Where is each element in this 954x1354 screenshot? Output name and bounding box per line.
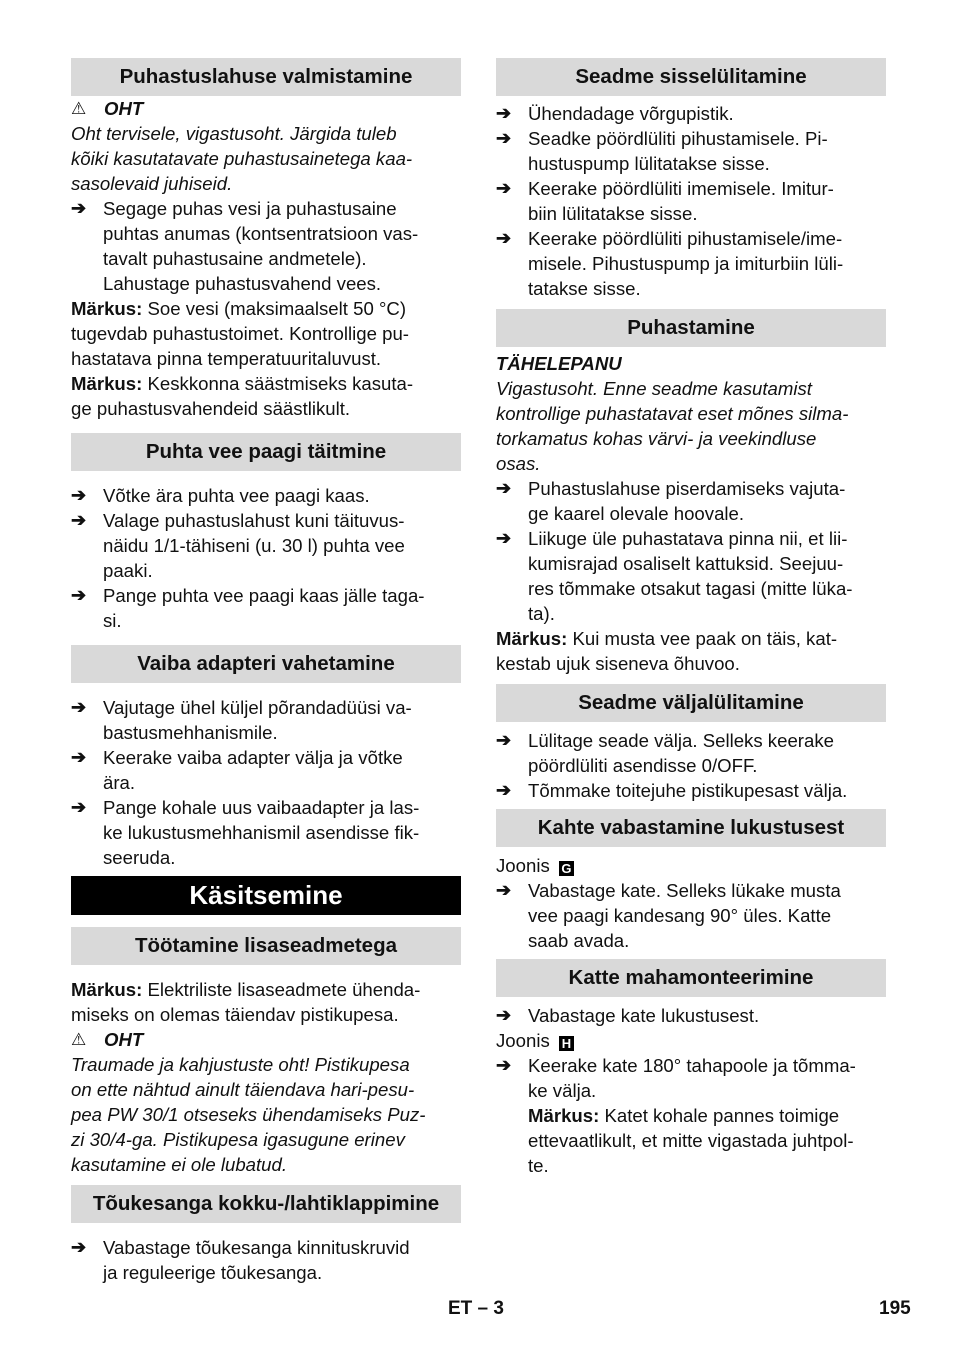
left-column	[71, 58, 461, 1285]
list-item	[496, 728, 886, 778]
list-item	[71, 745, 461, 795]
text-line: ge kaarel olevale hoovale.	[528, 503, 745, 524]
note	[71, 296, 461, 371]
text-line: pea PW 30/1 otseseks ühendamiseks Puz-	[71, 1104, 426, 1125]
text-line: Keerake vaiba adapter välja ja võtke	[103, 747, 403, 768]
text-line: ettevaatlikult, et mitte vigastada juhtpol-	[528, 1130, 854, 1151]
text-line: Tõmmake toitejuhe pistikupesast välja.	[528, 780, 848, 801]
text-line: torkamatus kohas värvi- ja veekindluse	[496, 428, 817, 449]
text-line: misele. Pihustuspump ja imiturbiin lüli-	[528, 253, 844, 274]
arrow-right-icon: ➔	[496, 880, 512, 900]
page-number: 195	[879, 1298, 911, 1319]
figure-reference	[496, 1028, 886, 1053]
text-line: paaki.	[103, 560, 153, 581]
list-item	[496, 476, 886, 526]
text-line: res tõmmake otsakut tagasi (mitte lüka-	[528, 578, 853, 599]
arrow-right-icon: ➔	[71, 747, 87, 767]
text-line: miseks on olemas täiendav pistikupesa.	[71, 1004, 399, 1025]
arrow-right-icon: ➔	[496, 228, 512, 248]
text-line: biin lülitatakse sisse.	[528, 203, 698, 224]
warning-triangle-icon: ⚠	[71, 99, 87, 118]
text-line: Pange puhta vee paagi kaas jälle taga-	[103, 585, 425, 606]
text-line: Lülitage seade välja. Selleks keerake	[528, 730, 834, 751]
text-line: ja reguleerige tõukesanga.	[103, 1262, 323, 1283]
section-header: Katte mahamonteerimine	[496, 959, 886, 997]
text-line: Keskkonna säästmiseks kasuta-	[142, 373, 414, 394]
arrow-right-icon: ➔	[71, 1237, 87, 1257]
list-item	[71, 795, 461, 870]
text-line: ta).	[528, 603, 555, 624]
text-line: vee paagi kandesang 90° üles. Katte	[528, 905, 832, 926]
text-line: Seadke pöördlüliti pihustamisele. Pi-	[528, 128, 828, 149]
section-header: Kahte vabastamine lukustusest	[496, 809, 886, 847]
figure-label: Joonis	[496, 1030, 550, 1051]
list-item	[71, 508, 461, 583]
text-line: ke välja.	[528, 1080, 597, 1101]
list-item	[496, 1003, 886, 1028]
section-header: Vaiba adapteri vahetamine	[71, 645, 461, 683]
note	[71, 371, 461, 421]
figure-label: Joonis	[496, 855, 550, 876]
text-line: te.	[528, 1155, 549, 1176]
text-line: Vabastage tõukesanga kinnituskruvid	[103, 1237, 410, 1258]
note-label: Märkus:	[496, 628, 568, 649]
text-line: tavalt puhastusaine andmetele).	[103, 248, 367, 269]
text-line: ke lukustusmehhanismil asendisse fik-	[103, 822, 420, 843]
text-line: Ühendadage võrgupistik.	[528, 103, 734, 124]
text-line: Vigastusoht. Enne seadme kasutamist	[496, 378, 812, 399]
arrow-right-icon: ➔	[496, 528, 512, 548]
text-line: Pange kohale uus vaibaadapter ja las-	[103, 797, 420, 818]
text-line: puhtas anumas (kontsentratsioon vas-	[103, 223, 419, 244]
arrow-right-icon: ➔	[496, 178, 512, 198]
danger-warning	[71, 1027, 461, 1052]
text-line: tugevdab puhastustoimet. Kontrollige pu-	[71, 323, 410, 344]
list-item	[71, 695, 461, 745]
list-item	[496, 1053, 886, 1103]
arrow-right-icon: ➔	[496, 128, 512, 148]
list-item	[496, 778, 886, 803]
text-line: kõiki kasutatavate puhastusainetega kaa-	[71, 148, 413, 169]
list-item	[496, 226, 886, 301]
text-line: ge puhastusvahendeid säästlikult.	[71, 398, 351, 419]
text-line: Liikuge üle puhastatava pinna nii, et lii-	[528, 528, 848, 549]
arrow-right-icon: ➔	[71, 485, 87, 505]
list-item	[496, 101, 886, 126]
note	[496, 626, 886, 676]
text-line: Vajutage ühel küljel põrandadüüsi va-	[103, 697, 412, 718]
arrow-right-icon: ➔	[496, 1005, 512, 1025]
list-item	[496, 526, 886, 626]
text-line: Vabastage kate lukustusest.	[528, 1005, 760, 1026]
text-line: Traumade ja kahjustuste oht! Pistikupesa	[71, 1054, 410, 1075]
arrow-right-icon: ➔	[496, 780, 512, 800]
note-label: Märkus:	[71, 373, 143, 394]
text-line: hastatava pinna temperatuuritaluvust.	[71, 348, 382, 369]
caution-label: TÄHELEPANU	[496, 353, 622, 374]
text-line: kontrollige puhastatavat eset mõnes silma-	[496, 403, 849, 424]
text-line: sasolevaid juhiseid.	[71, 173, 233, 194]
text-line: Soe vesi (maksimaalselt 50 °C)	[142, 298, 407, 319]
arrow-right-icon: ➔	[496, 1055, 512, 1075]
text-line: ära.	[103, 772, 136, 793]
chapter-title: Käsitsemine	[71, 876, 461, 915]
section-header: Puhastuslahuse valmistamine	[71, 58, 461, 96]
text-line: zi 30/4-ga. Pistikupesa igasugune erinev	[71, 1129, 405, 1150]
text-line: Oht tervisele, vigastusoht. Järgida tuleb	[71, 123, 397, 144]
text-line: Valage puhastuslahust kuni täituvus-	[103, 510, 405, 531]
text-line: Keerake pöördlüliti imemisele. Imitur-	[528, 178, 834, 199]
text-line: Kui musta vee paak on täis, kat-	[567, 628, 838, 649]
warning-text	[71, 121, 461, 196]
arrow-right-icon: ➔	[71, 697, 87, 717]
list-item	[496, 126, 886, 176]
text-line: pöördlüliti asendisse 0/OFF.	[528, 755, 758, 776]
note-label: Märkus:	[71, 979, 143, 1000]
figure-letter-badge: H	[559, 1036, 574, 1051]
text-line: Segage puhas vesi ja puhastusaine	[103, 198, 397, 219]
text-line: si.	[103, 610, 122, 631]
arrow-right-icon: ➔	[496, 103, 512, 123]
text-line: osas.	[496, 453, 541, 474]
note-label: Märkus:	[71, 298, 143, 319]
arrow-right-icon: ➔	[71, 797, 87, 817]
section-header: Puhastamine	[496, 309, 886, 347]
arrow-right-icon: ➔	[496, 730, 512, 750]
figure-letter-badge: G	[559, 861, 574, 876]
section-header: Seadme väljalülitamine	[496, 684, 886, 722]
note-label: Märkus:	[528, 1105, 600, 1126]
list-item	[71, 583, 461, 633]
text-line: Elektriliste lisaseadmete ühenda-	[142, 979, 421, 1000]
text-line: saab avada.	[528, 930, 630, 951]
text-line: Keerake pöördlüliti pihustamisele/ime-	[528, 228, 843, 249]
warning-label: OHT	[104, 1029, 144, 1050]
text-line: näidu 1/1-tähiseni (u. 30 l) puhta vee	[103, 535, 405, 556]
danger-warning	[71, 96, 461, 121]
arrow-right-icon: ➔	[71, 585, 87, 605]
text-line: Keerake kate 180° tahapoole ja tõmma-	[528, 1055, 856, 1076]
note	[496, 1103, 886, 1178]
list-item	[496, 176, 886, 226]
list-item	[71, 483, 461, 508]
text-line: on ette nähtud ainult täiendava hari-pesu-	[71, 1079, 415, 1100]
section-header: Töötamine lisaseadmetega	[71, 927, 461, 965]
list-item	[71, 1235, 461, 1285]
list-item	[71, 196, 461, 296]
list-item	[496, 878, 886, 953]
figure-reference	[496, 853, 886, 878]
text-line: Lahustage puhastusvahend vees.	[103, 273, 382, 294]
text-line: bastusmehhanismile.	[103, 722, 278, 743]
text-line: kestab ujuk siseneva õhuvoo.	[496, 653, 740, 674]
section-header: Puhta vee paagi täitmine	[71, 433, 461, 471]
text-line: seeruda.	[103, 847, 176, 868]
right-column	[496, 58, 886, 1178]
arrow-right-icon: ➔	[496, 478, 512, 498]
section-header: Seadme sisselülitamine	[496, 58, 886, 96]
text-line: Vabastage kate. Selleks lükake musta	[528, 880, 841, 901]
language-page-code: ET – 3	[448, 1298, 504, 1319]
text-line: kasutamine ei ole lubatud.	[71, 1154, 288, 1175]
arrow-right-icon: ➔	[71, 510, 87, 530]
text-line: Katet kohale pannes toimige	[599, 1105, 840, 1126]
text-line: Võtke ära puhta vee paagi kaas.	[103, 485, 370, 506]
arrow-right-icon: ➔	[71, 198, 87, 218]
warning-triangle-icon: ⚠	[71, 1030, 87, 1049]
text-line: tatakse sisse.	[528, 278, 641, 299]
warning-text	[71, 1052, 461, 1177]
note	[71, 977, 461, 1027]
caution-text	[496, 376, 886, 476]
warning-label: OHT	[104, 98, 144, 119]
text-line: hustuspump lülitatakse sisse.	[528, 153, 770, 174]
section-header: Tõukesanga kokku-/lahtiklappimine	[71, 1185, 461, 1223]
text-line: Puhastuslahuse piserdamiseks vajuta-	[528, 478, 846, 499]
text-line: kumisrajad osaliselt kattuksid. Seejuu-	[528, 553, 844, 574]
